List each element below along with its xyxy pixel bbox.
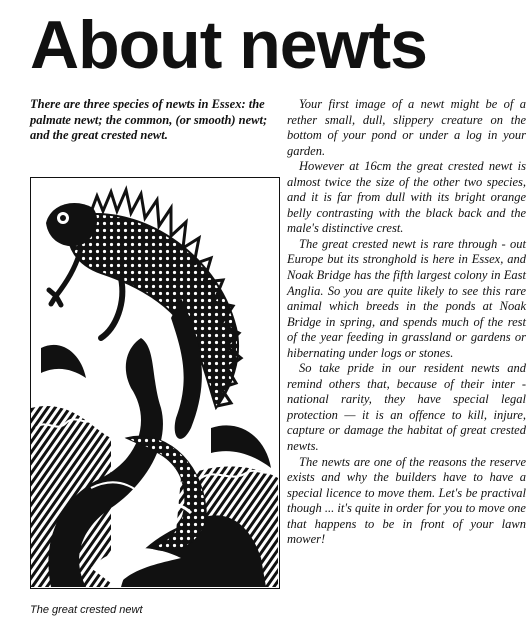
great-crested-newt-illustration: [30, 177, 280, 589]
page-title: About newts: [30, 7, 427, 83]
paragraph: The newts are one of the reasons the reserve exists and why the builders have to have a special licence to move them. Let's be practival though ... it's quite in order for you to move one that happens to be in front of your lawn mower!: [287, 454, 526, 547]
article-body: [287, 97, 526, 548]
intro-text: There are three species of newts in Essex: the palmate newt; the common, (or smooth) newt; and the great crested newt.: [30, 97, 268, 142]
paragraph: The great crested newt is rare through - out Europe but its stronghold is here in Essex, and Noak Bridge has the fifth largest colony in East Anglia. So you are quite likely to see this rare animal which breeds in the ponds at Noak Bridge in spring, and spends much of the rest of the year feeding in grassland or gardens or hibernating under logs or stones.: [287, 236, 526, 360]
paragraph: Your first image of a newt might be of a rether small, dull, slippery creature on the bottom of your pond or under a log in your garden.: [287, 97, 526, 158]
paragraph: So take pride in our resident newts and remind others that, because of their inter - national rarity, they have special legal protection — it is an offence to kill, injure, capture or damage the habitat of great crested newts.: [287, 361, 526, 454]
newt-drawing-icon: [31, 178, 278, 587]
paragraph: However at 16cm the great crested newt is almost twice the size of the other two species, and it is far from dull with its bright orange belly contrasting with the black back and the male's distinctive crest.: [287, 159, 526, 236]
illustration-caption: The great crested newt: [30, 604, 143, 616]
